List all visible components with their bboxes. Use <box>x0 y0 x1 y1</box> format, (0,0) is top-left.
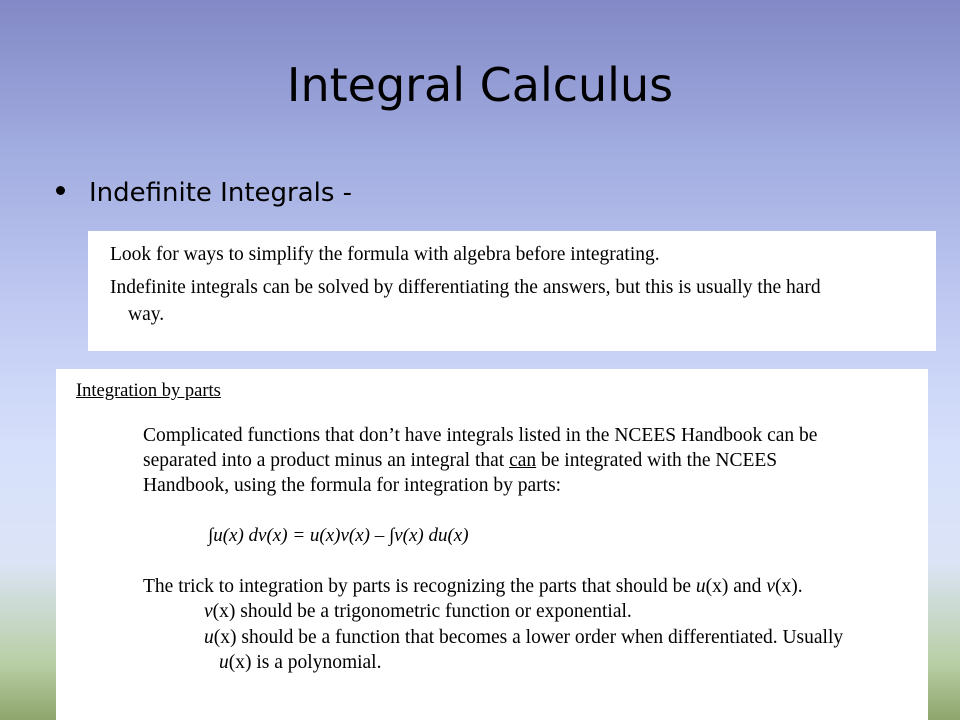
can-emphasis: can <box>509 450 537 471</box>
trick-text: The trick to integration by parts is recognizing the parts that should be <box>143 576 696 597</box>
u-rule-line-2 <box>219 653 381 673</box>
integration-by-parts-formula: ∫u(x) dv(x) = u(x)v(x) – ∫v(x) du(x) <box>208 525 469 546</box>
bullet-item <box>56 178 352 208</box>
paragraph-line-1: Complicated functions that don’t have integrals listed in the NCEES Handbook can be <box>143 425 818 446</box>
tip-line-1: Look for ways to simplify the formula with algebra before integrating. <box>110 244 660 265</box>
u-var: u <box>204 627 214 648</box>
trick-and: (x) and <box>705 576 767 597</box>
paragraph-line-3: Handbook, using the formula for integration by parts: <box>143 475 562 496</box>
u-rule-line-1 <box>204 628 843 648</box>
trick-v-var: v <box>766 576 775 597</box>
paragraph-line-2-text: separated into a product minus an integral that <box>143 450 510 471</box>
u-rule-text-2: (x) is a polynomial. <box>228 652 382 673</box>
trick-end: (x). <box>774 576 803 597</box>
v-var: v <box>204 601 213 622</box>
v-rule-line <box>204 602 632 622</box>
u-var-2: u <box>219 652 229 673</box>
bullet-text: Indefinite Integrals - <box>89 178 353 208</box>
trick-line <box>143 577 803 597</box>
trick-u-var: u <box>695 576 706 597</box>
slide-title: Integral Calculus <box>286 58 674 112</box>
bullet-dot-icon <box>56 186 65 195</box>
tips-box <box>88 231 936 351</box>
section-heading: Integration by parts <box>76 381 221 401</box>
u-rule-text: (x) should be a function that becomes a lower order when differentiated. Usually <box>213 627 844 648</box>
tip-line-2-continued: way. <box>128 304 165 325</box>
v-rule-text: (x) should be a trigonometric function or exponential. <box>212 601 632 622</box>
tip-line-2: Indefinite integrals can be solved by differentiating the answers, but this is usually the hard <box>110 277 821 298</box>
paragraph-line-2 <box>143 451 777 471</box>
integration-by-parts-box <box>56 369 928 720</box>
paragraph-line-2-end: be integrated with the NCEES <box>536 450 778 471</box>
